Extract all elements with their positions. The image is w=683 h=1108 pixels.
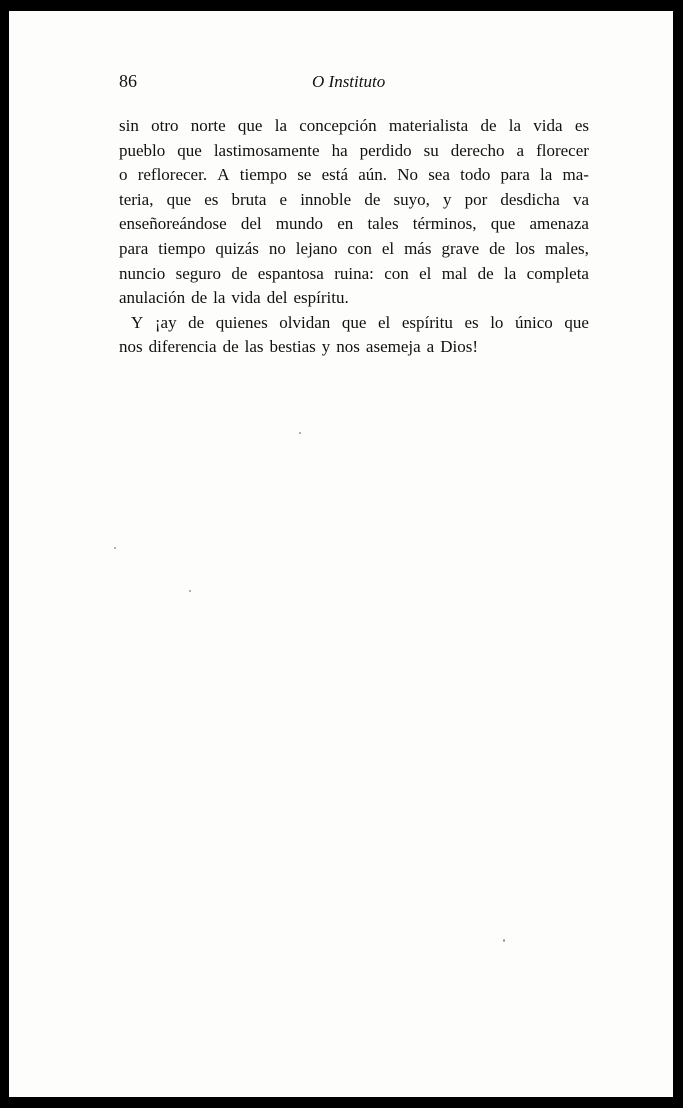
text-line [119, 188, 589, 213]
word: por [464, 189, 488, 209]
word: Dios! [440, 337, 478, 357]
word: no [268, 238, 286, 258]
word: a [426, 337, 435, 357]
word: se [297, 165, 312, 185]
word: No [397, 165, 418, 185]
text-line [119, 311, 589, 336]
word: mal [441, 263, 468, 283]
word: espíritu. [293, 288, 349, 308]
word: más [404, 238, 432, 258]
word: de [489, 238, 506, 258]
word: ha [331, 140, 348, 160]
text-line [119, 286, 589, 311]
word: otro [151, 116, 179, 135]
word: vida [533, 116, 563, 135]
word: pueblo [119, 140, 166, 160]
word: sin [119, 116, 139, 135]
word: que [237, 116, 263, 135]
word: a [516, 140, 525, 160]
word: con [384, 263, 409, 283]
word: lejano [295, 238, 338, 258]
word: bruta [231, 189, 267, 209]
word: los [515, 238, 536, 258]
word: que [177, 140, 202, 160]
print-speck [503, 939, 505, 942]
word: la [504, 263, 517, 283]
word: suyo, [393, 189, 430, 209]
word: sea [428, 165, 450, 185]
word: el [419, 263, 432, 283]
word: su [423, 140, 439, 160]
word: la [508, 116, 522, 135]
word: ruina: [334, 263, 374, 283]
word: de [364, 189, 381, 209]
print-speck [114, 547, 116, 549]
word: términos, [412, 214, 477, 234]
word: derecho [450, 140, 505, 160]
word: el [381, 238, 395, 258]
text-line [119, 335, 589, 360]
word: nos [336, 337, 360, 357]
word: amenaza [529, 214, 589, 234]
word: florecer [536, 140, 589, 160]
word: tiempo [158, 238, 206, 258]
word: y [442, 189, 452, 209]
word: de [231, 263, 248, 283]
word: lo [490, 312, 504, 332]
word: vida [231, 288, 261, 308]
word: innoble [300, 189, 352, 209]
word: teria, [119, 189, 154, 209]
word: del [240, 214, 262, 234]
word: mundo [275, 214, 324, 234]
book-page [9, 11, 673, 1097]
word: para [119, 238, 149, 258]
word: asemeja [365, 337, 421, 357]
word: nuncio [119, 263, 166, 283]
body-text [119, 114, 589, 360]
word: completa [526, 263, 589, 283]
word: va [572, 189, 589, 209]
word: es [574, 116, 589, 135]
paragraph [119, 114, 589, 311]
word: es [464, 312, 479, 332]
word: de [222, 337, 239, 357]
word: la [274, 116, 287, 135]
word: quizás [215, 238, 259, 258]
page-number: 86 [119, 71, 137, 91]
word: que [341, 312, 367, 332]
word: concepción [299, 116, 377, 135]
word: que [564, 312, 589, 332]
word: reflorecer. [137, 165, 208, 185]
word: olvidan [279, 312, 331, 332]
text-line [119, 262, 589, 287]
word: norte [190, 116, 226, 135]
word: de [480, 116, 497, 135]
text-line [119, 114, 589, 139]
word: el [378, 312, 391, 332]
word: está [321, 165, 348, 185]
text-line [119, 237, 589, 262]
word: o [119, 165, 128, 185]
word: de [188, 312, 205, 332]
print-speck [299, 432, 301, 434]
word: Y [131, 312, 144, 332]
word: seguro [175, 263, 221, 283]
word: con [347, 238, 372, 258]
word: todo [460, 165, 491, 185]
text-line [119, 139, 589, 164]
word: la [213, 288, 226, 308]
paragraph [119, 311, 589, 360]
word: del [266, 288, 288, 308]
word: enseñoreándose [119, 214, 227, 234]
word: de [191, 288, 208, 308]
running-title: O Instituto [312, 72, 386, 91]
word: único [515, 312, 553, 332]
word: las [244, 337, 264, 357]
word: bestias [269, 337, 316, 357]
word: la [540, 165, 553, 185]
word: e [279, 189, 288, 209]
word: males, [545, 238, 589, 258]
text-line [119, 163, 589, 188]
word: que [490, 214, 516, 234]
word: quienes [215, 312, 268, 332]
word: anulación [119, 288, 186, 308]
word: ¡ay [154, 312, 177, 332]
word: tiempo [239, 165, 287, 185]
word: de [477, 263, 494, 283]
word: desdicha [500, 189, 560, 209]
word: que [166, 189, 192, 209]
word: diferencia [148, 337, 217, 357]
word: perdido [359, 140, 412, 160]
word: en [337, 214, 354, 234]
word: aún. [358, 165, 387, 185]
word: A [217, 165, 230, 185]
word: nos [119, 337, 143, 357]
word: grave [441, 238, 480, 258]
word: y [321, 337, 331, 357]
word: es [204, 189, 219, 209]
word: espíritu [401, 312, 453, 332]
word: tales [367, 214, 399, 234]
text-line [119, 212, 589, 237]
word: lastimosamente [213, 140, 320, 160]
word: para [500, 165, 530, 185]
word: espantosa [257, 263, 324, 283]
page-header [9, 71, 673, 97]
print-speck [189, 590, 191, 592]
word: ma- [562, 165, 589, 185]
word: materialista [388, 116, 469, 135]
